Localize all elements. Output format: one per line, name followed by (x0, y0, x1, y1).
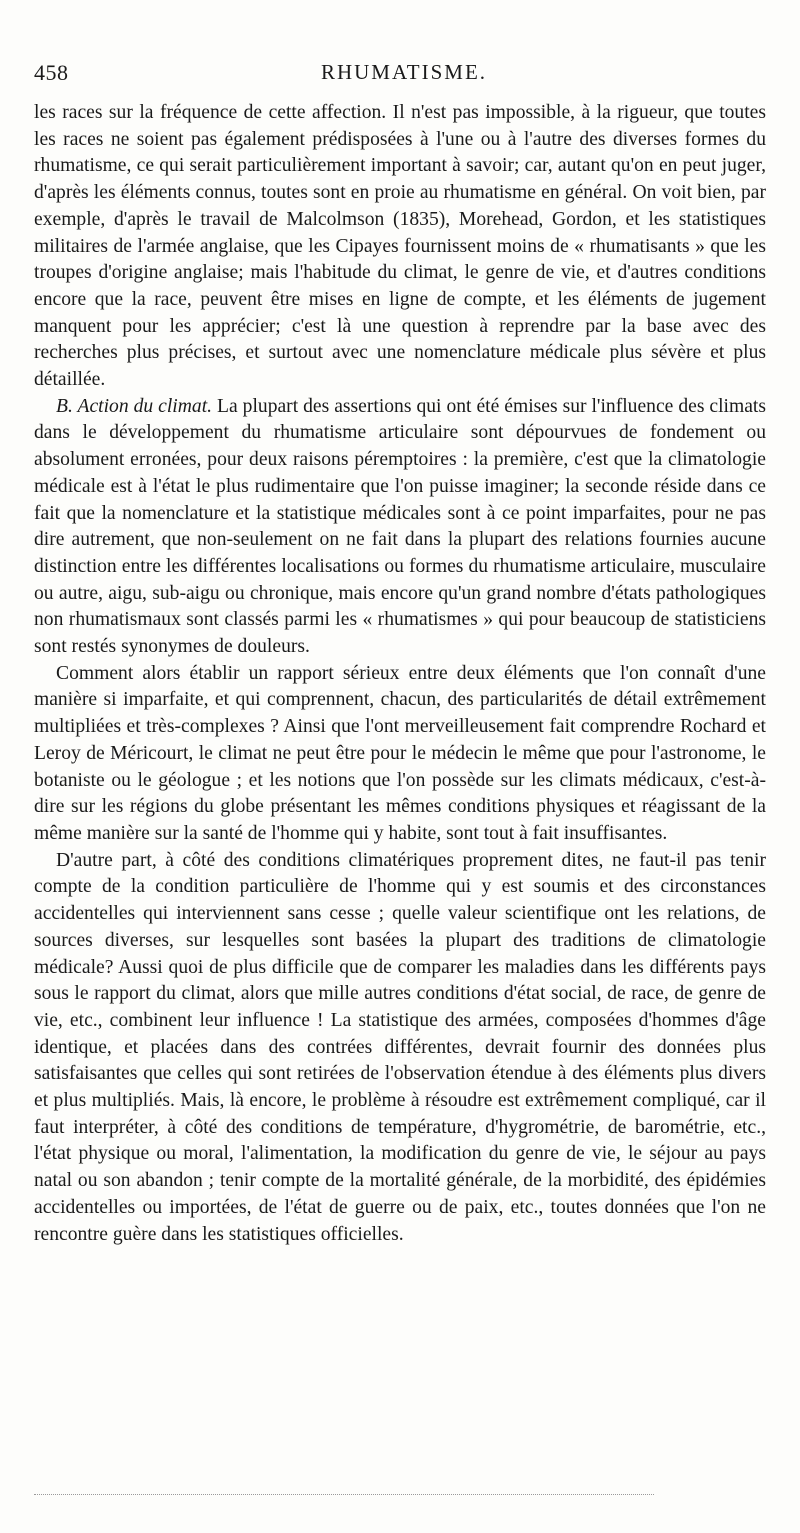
running-head (34, 60, 774, 92)
footer-rule (34, 1494, 654, 1495)
page-number: 458 (34, 60, 69, 85)
paragraph-comment-etablir: Comment alors établir un rapport sérieux entre deux éléments que l'on connaît d'une manière si imparfaite, et qui comprennent, chacun, des particularités de détail extrêmement multipliées et très-complexes ? Ainsi que l'ont merveilleusement fait comprendre Rochard et Leroy de Méricourt, le climat ne peut être pour le médecin le même que pour l'astronome, le botaniste ou le géologue ; et les notions que l'on possède sur les climats médicaux, c'est-à-dire sur les régions du globe présentant les mêmes conditions physiques et réagissant de la même manière sur la santé de l'homme qui y habite, sont tout à fait insuffisantes. (34, 662, 766, 844)
paragraph-autre-part: D'autre part, à côté des conditions climatériques proprement dites, ne faut-il pas tenir compte de la condition particulière de l'homme qui y est soumis et des circonstances accidentelles qui interviennent sans cesse ; quelle valeur scientifique ont les relations, de sources diverses, sur lesquelles sont basées la plupart des traditions de climatologie médicale? Aussi quoi de plus difficile que de comparer les maladies dans les différents pays sous le rapport du climat, alors que mille autres conditions d'état social, de race, de genre de vie, etc., combinent leur influence ! La statistique des armées, composées d'hommes d'âge identique, et placées dans des contrées différentes, devrait fournir des données plus satisfaisantes que celles qui sont retirées de l'observation étendue à des éléments plus divers et plus multipliés. Mais, là encore, le problème à résoudre est extrêmement compliqué, car il faut interpréter, à côté des conditions de température, d'hygrométrie, de barométrie, etc., l'état physique ou moral, l'alimentation, la modification du genre de vie, le séjour au pays natal ou son abandon ; tenir compte de la mortalité générale, de la morbidité, des épidémies accidentelles ou importées, de l'état de guerre ou de paix, etc., toutes données que l'on ne rencontre guère dans les statistiques officielles. (34, 849, 766, 1245)
running-title: RHUMATISME. (320, 60, 488, 84)
paragraph-body: La plupart des assertions qui ont été émises sur l'influence des climats dans le développement du rhumatisme articulaire sont dépourvues de fondement ou absolument erronées, pour deux raisons péremptoires : la première, c'est que la climatologie médicale est à l'état le plus rudimentaire que l'on puisse imaginer; la seconde réside dans ce fait que la nomenclature et la statistique médicales sont à ce point imparfaites, pour ne pas dire autrement, que non-seulement on ne fait dans la plupart des relations fournies aucune distinction entre les différentes localisations ou formes du rhumatisme articulaire, musculaire ou autre, aigu, sub-aigu ou chronique, mais encore qu'un grand nombre d'états pathologiques non rhumatismaux sont classés parmi les « rhumatismes » qui pour beaucoup de statisticiens sont restés synonymes de douleurs. (34, 395, 766, 658)
section-label: B. Action du climat. (56, 395, 213, 417)
paragraph-races: les races sur la fréquence de cette affection. Il n'est pas impossible, à la rigueur, que toutes les races ne soient pas également prédisposées à l'une ou à l'autre des diverses formes du rhumatisme, ce qui serait particulièrement important à savoir; car, autant qu'on en peut juger, d'après les éléments connus, toutes sont en proie au rhumatisme en général. On voit bien, par exemple, d'après le travail de Malcolmson (1835), Morehead, Gordon, et les statistiques militaires de l'armée anglaise, que les Cipayes fournissent moins de « rhumatisants » que les troupes d'origine anglaise; mais l'habitude du climat, le genre de vie, et d'autres conditions encore que la race, peuvent être mises en ligne de compte, et les éléments de jugement manquent pour les apprécier; c'est là une question à reprendre par la base avec des recherches plus précises, et surtout avec une nomenclature médicale plus sévère et plus détaillée. (34, 102, 766, 391)
body-text (34, 100, 766, 1248)
paragraph-action-du-climat (34, 394, 766, 661)
